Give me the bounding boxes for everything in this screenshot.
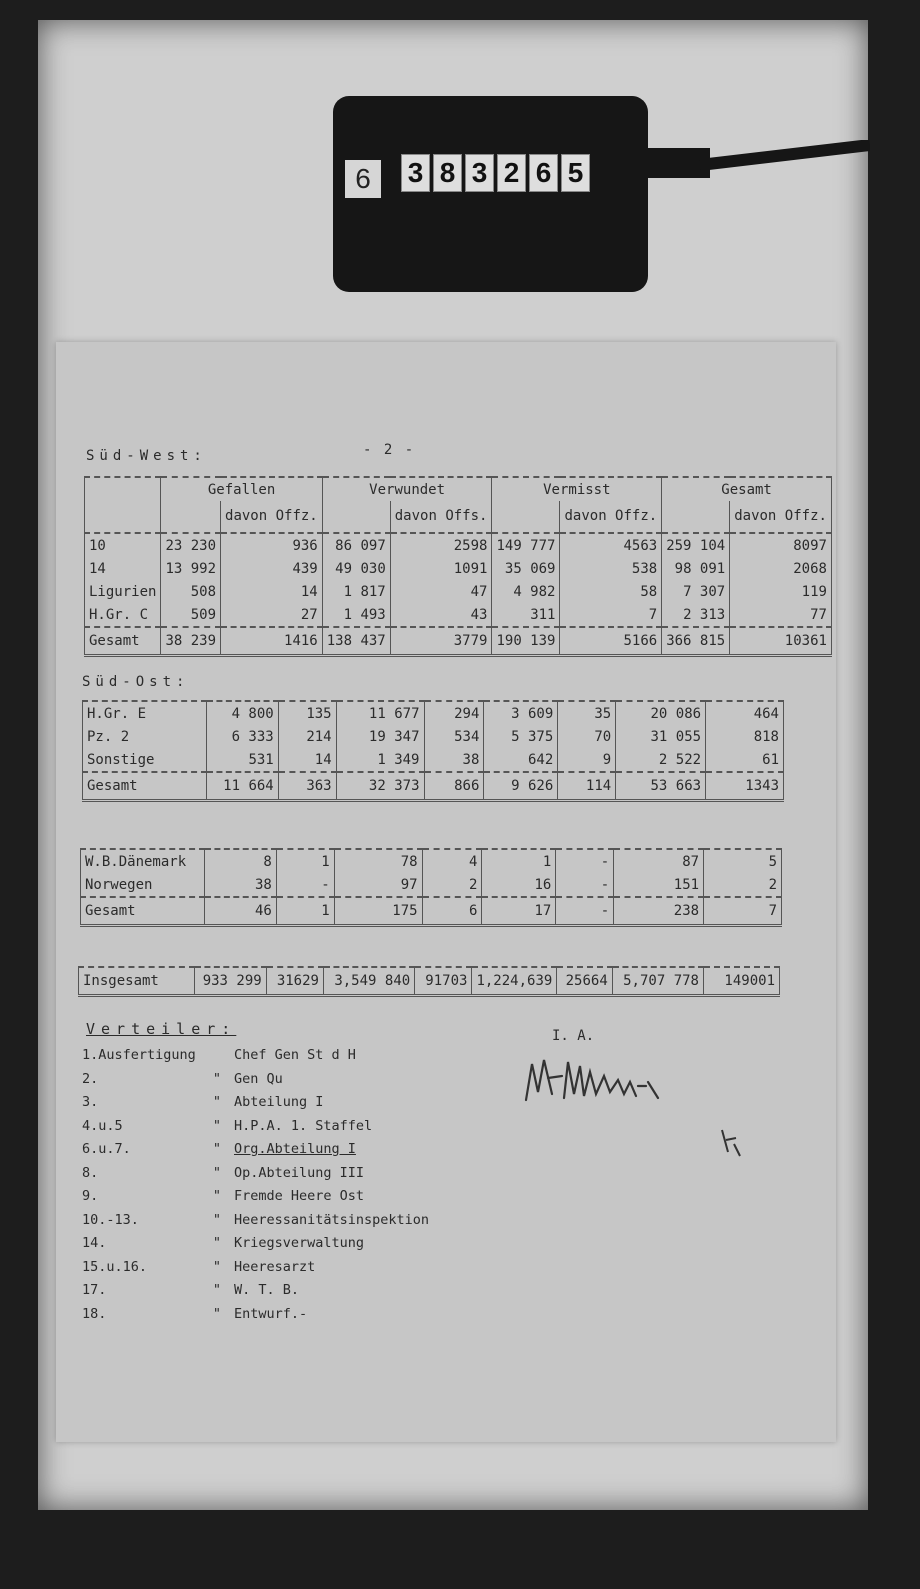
table-sued-ost [82, 700, 784, 802]
distribution-list [82, 1044, 429, 1326]
table-row: 10 23 230 936 86 097 2598 149 777 4563 259 104 8097 [85, 533, 832, 557]
counter-digit: 3 [401, 154, 430, 192]
counter-digit: 3 [465, 154, 494, 192]
section-title-sued-west: Süd-West: [86, 448, 207, 464]
counter-digit: 5 [561, 154, 590, 192]
counter-digit: 2 [497, 154, 526, 192]
list-item: 6.u.7. " Org.Abteilung I [82, 1141, 356, 1157]
list-item: 8. " Op.Abteilung III [82, 1164, 365, 1181]
counter-digits [401, 154, 590, 192]
table-row: Pz. 2 6 333 214 19 347 534 5 375 70 31 055 818 [83, 725, 784, 748]
table-row: Norwegen 38 - 97 2 16 - 151 2 [81, 873, 782, 897]
table-row: Sonstige 531 14 1 349 38 642 9 2 522 61 [83, 748, 784, 772]
table-nord [80, 848, 782, 927]
table-row: 14 13 992 439 49 030 1091 35 069 538 98 091 2068 [85, 557, 832, 580]
signature [518, 1042, 688, 1112]
ia-label: I. A. [552, 1028, 595, 1044]
table-sued-west [84, 476, 832, 657]
list-item: 3. " Abteilung I [82, 1094, 324, 1110]
total-row: Gesamt 11 664 363 32 373 866 9 626 114 53 663 1343 [83, 772, 784, 801]
header-gesamt: Gesamt [662, 477, 832, 501]
page-number: - 2 - [363, 442, 416, 458]
list-item: 4.u.5 " H.P.A. 1. Staffel [82, 1117, 373, 1134]
header-verwundet: Verwundet [322, 477, 492, 501]
header-davon-offz: davon Offz. [730, 501, 832, 533]
list-item: 10.-13. " Heeressanitätsinspektion [82, 1211, 430, 1228]
table-row: W.B.Dänemark 8 1 78 4 1 - 87 5 [81, 849, 782, 873]
distribution-title: Verteiler: [86, 1020, 237, 1038]
total-row: Gesamt 38 239 1416 138 437 3779 190 139 5166 366 815 10361 [85, 627, 832, 656]
list-item: 2. " Gen Qu [82, 1070, 283, 1087]
reel-number: 6 [345, 160, 381, 198]
list-item: 1.Ausfertigung Chef Gen St d H [82, 1047, 356, 1063]
list-item: 17. " W. T. B. [82, 1282, 300, 1298]
cable [640, 140, 870, 180]
header-vermisst: Vermisst [492, 477, 662, 501]
list-item: 18. " Entwurf.- [82, 1305, 308, 1322]
initial-mark [716, 1122, 746, 1162]
counter-digit: 8 [433, 154, 462, 192]
header-davon-offz: davon Offz. [560, 501, 662, 533]
list-item: 15.u.16. " Heeresarzt [82, 1258, 316, 1275]
total-row: Insgesamt 933 299 31629 3,549 840 91703 1,224,639 25664 5,707 778 149001 [79, 967, 780, 996]
table-row: H.Gr. E 4 800 135 11 677 294 3 609 35 20 086 464 [83, 701, 784, 725]
section-title-sued-ost: Süd-Ost: [82, 674, 190, 690]
list-item: 9. " Fremde Heere Ost [82, 1188, 365, 1204]
total-row: Gesamt 46 1 175 6 17 - 238 7 [81, 897, 782, 926]
table-insgesamt [78, 966, 780, 997]
table-row: Ligurien 508 14 1 817 47 4 982 58 7 307 119 [85, 580, 832, 603]
list-item: 14. " Kriegsverwaltung [82, 1235, 365, 1251]
table-row: H.Gr. C 509 27 1 493 43 311 7 2 313 77 [85, 603, 832, 627]
counter-digit: 6 [529, 154, 558, 192]
document-page [56, 342, 836, 1442]
header-davon-offs: davon Offs. [390, 501, 492, 533]
header-davon-offz: davon Offz. [221, 501, 323, 533]
header-gefallen: Gefallen [161, 477, 322, 501]
